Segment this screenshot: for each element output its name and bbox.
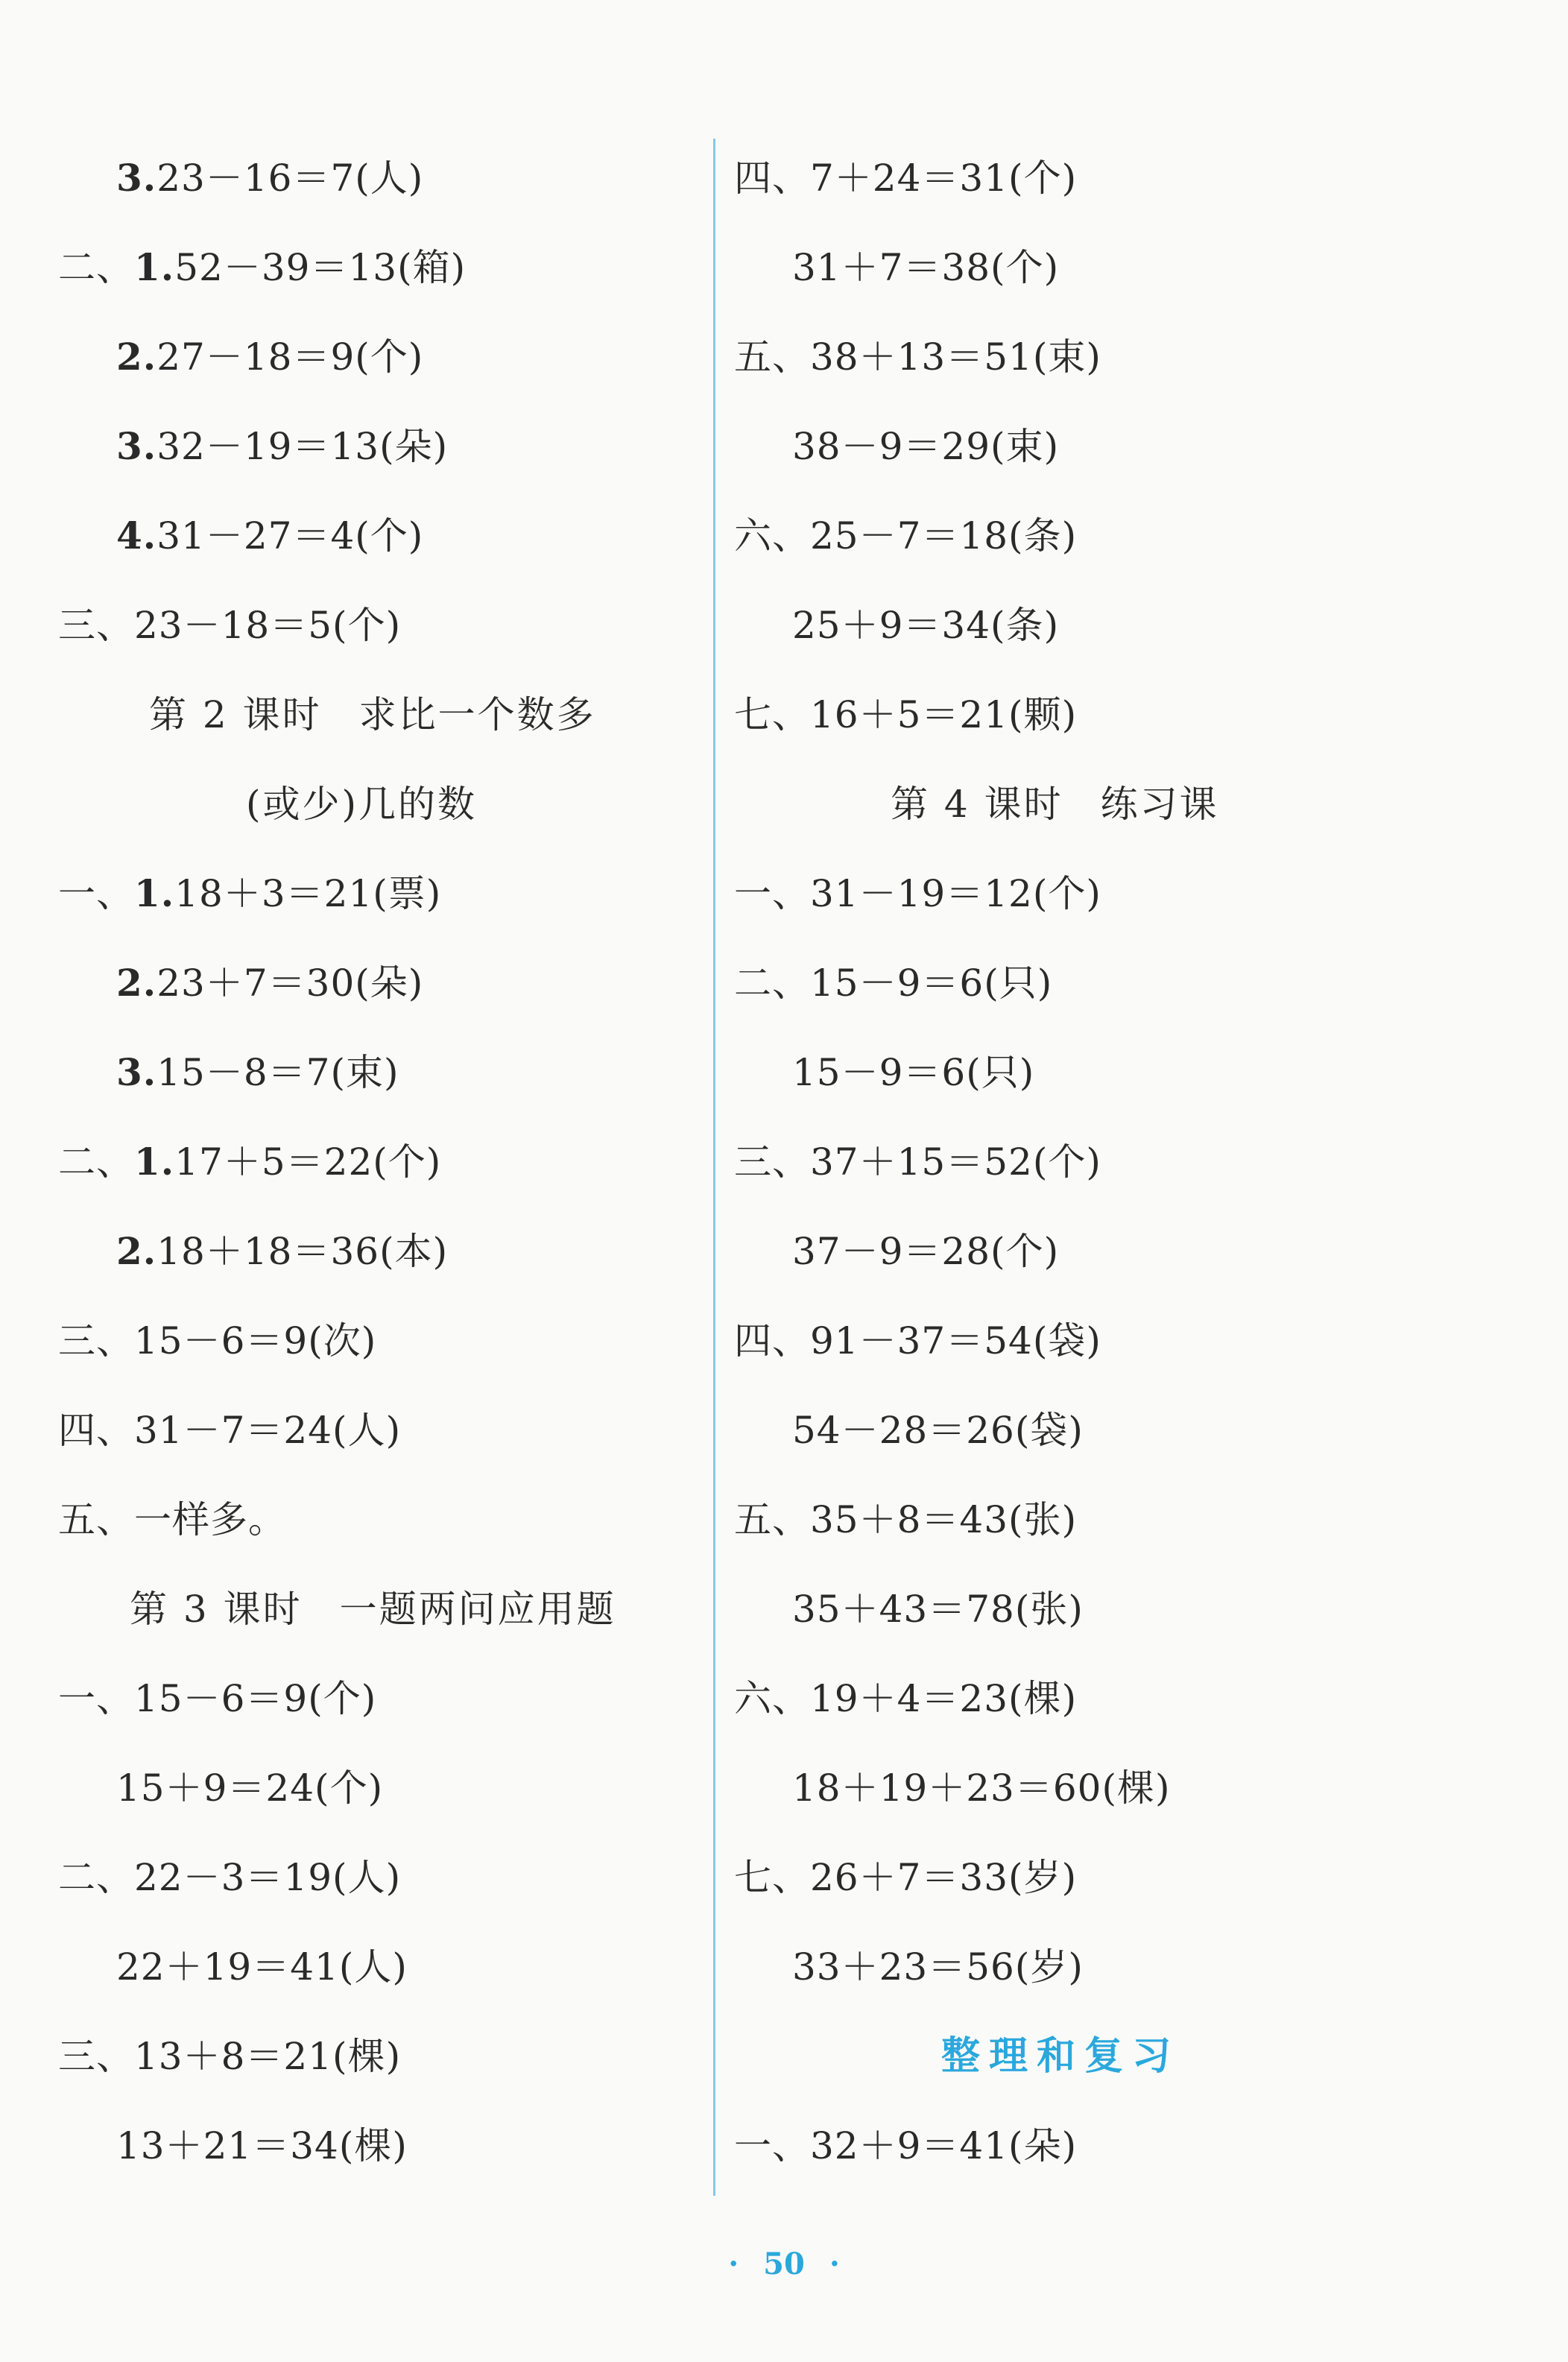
answer-line: 五、35＋8＝43(张) <box>734 1498 1078 1541</box>
answer-line: 一、31－19＝12(个) <box>734 872 1101 915</box>
answer-line: 二、15－9＝6(只) <box>734 961 1053 1005</box>
answer-line: 六、25－7＝18(条) <box>734 514 1078 558</box>
answer-line: 54－28＝26(袋) <box>792 1409 1084 1452</box>
answer-line: 3.32－19＝13(朵) <box>116 424 449 468</box>
answer-line: 一、32＋9＝41(朵) <box>734 2124 1078 2167</box>
page-footer <box>0 2242 1568 2287</box>
answer-line: 七、26＋7＝33(岁) <box>734 1856 1078 1899</box>
answer-line: 18＋19＋23＝60(棵) <box>792 1766 1171 1810</box>
footer-dot-right: · <box>829 2246 840 2282</box>
answer-line: 15－9＝6(只) <box>792 1051 1035 1094</box>
answer-line: 33＋23＝56(岁) <box>792 1945 1084 1989</box>
answer-line: 四、7＋24＝31(个) <box>734 157 1078 200</box>
answer-line: 三、13＋8＝21(棵) <box>58 2035 402 2078</box>
section-heading: 第 4 课时 练习课 <box>891 783 1219 826</box>
answer-line: 三、37＋15＝52(个) <box>734 1140 1101 1184</box>
answer-line: 二、22－3＝19(人) <box>58 1856 402 1899</box>
answer-line: 25＋9＝34(条) <box>792 604 1060 647</box>
answer-line: 3.23－16＝7(人) <box>116 156 424 200</box>
answer-line: 六、19＋4＝23(棵) <box>734 1677 1078 1720</box>
answer-line: 22＋19＝41(人) <box>116 1945 408 1989</box>
column-divider <box>713 139 715 2196</box>
answer-line: 二、1.17＋5＝22(个) <box>58 1140 442 1184</box>
answer-line: 4.31－27＝4(个) <box>116 514 424 558</box>
section-heading: 第 3 课时 一题两问应用题 <box>130 1588 616 1631</box>
answer-line: 3.15－8＝7(束) <box>116 1050 399 1094</box>
page-number: 50 <box>763 2246 805 2282</box>
review-section-title: 整理和复习 <box>941 2033 1180 2079</box>
answer-line: 2.27－18＝9(个) <box>116 335 424 379</box>
answer-line: 37－9＝28(个) <box>792 1230 1060 1273</box>
footer-dot-left: · <box>728 2246 739 2282</box>
section-heading: 第 2 课时 求比一个数多 <box>149 693 596 736</box>
answer-line: 三、23－18＝5(个) <box>58 604 402 647</box>
answer-line: 七、16＋5＝21(颗) <box>734 693 1078 736</box>
answer-line: 四、91－37＝54(袋) <box>734 1319 1101 1362</box>
answer-line: 四、31－7＝24(人) <box>58 1409 402 1452</box>
answer-line: 35＋43＝78(张) <box>792 1588 1084 1631</box>
section-heading-continued: (或少)几的数 <box>246 783 478 826</box>
answer-line: 2.23＋7＝30(朵) <box>116 961 424 1005</box>
answer-line: 五、38＋13＝51(束) <box>734 335 1101 379</box>
answer-line: 38－9＝29(束) <box>792 425 1060 468</box>
answer-line: 2.18＋18＝36(本) <box>116 1229 449 1273</box>
answer-line: 三、15－6＝9(次) <box>58 1319 377 1362</box>
answer-line: 31＋7＝38(个) <box>792 246 1060 289</box>
answer-line: 五、一样多。 <box>58 1498 286 1541</box>
answer-line: 一、1.18＋3＝21(票) <box>58 871 442 915</box>
answer-line: 15＋9＝24(个) <box>116 1766 384 1810</box>
answer-line: 二、1.52－39＝13(箱) <box>58 245 467 289</box>
answer-line: 一、15－6＝9(个) <box>58 1677 377 1720</box>
answer-line: 13＋21＝34(棵) <box>116 2124 408 2167</box>
